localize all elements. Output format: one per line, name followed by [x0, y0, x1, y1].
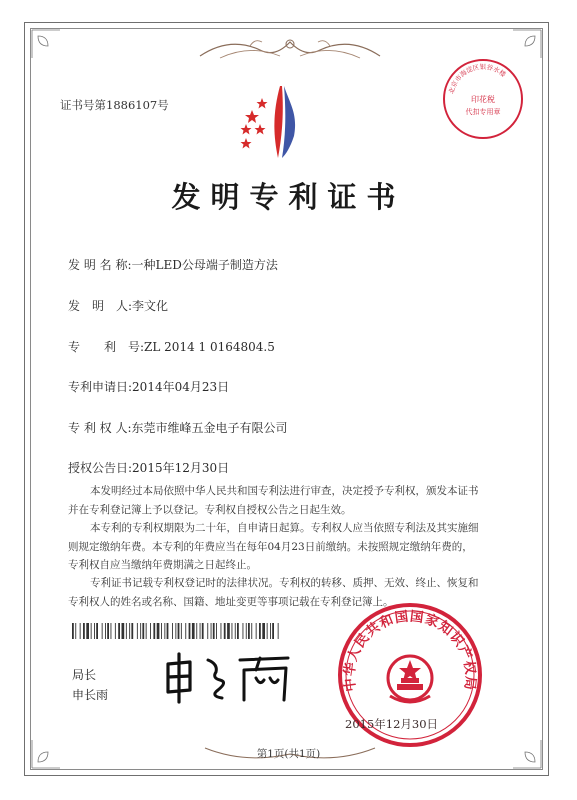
barcode-bar	[157, 623, 160, 639]
barcode-bar	[237, 623, 239, 639]
barcode-bar	[111, 623, 112, 639]
barcode-bar	[262, 623, 265, 639]
patentee-label: 专 利 权 人:	[68, 421, 132, 435]
field-grant-date	[68, 459, 229, 476]
barcode-bar	[256, 623, 257, 639]
barcode-bar	[248, 623, 250, 639]
barcode-bar	[185, 623, 186, 639]
barcode-bar	[278, 623, 279, 639]
barcode-bar	[131, 623, 133, 639]
barcode	[72, 623, 282, 639]
barcode-bar	[107, 623, 109, 639]
barcode-bar	[115, 623, 116, 639]
barcode-bar	[224, 623, 226, 639]
barcode-bar	[86, 623, 89, 639]
paragraph-line: 专利证书记载专利权登记时的法律状况。专利权的转移、质押、无效、终止、恢复和	[90, 577, 479, 589]
field-patent-number	[68, 338, 275, 355]
barcode-bar	[72, 623, 74, 639]
barcode-bar	[200, 623, 201, 639]
director-name: 申长雨	[72, 688, 109, 702]
barcode-bar	[142, 623, 144, 639]
field-patentee	[68, 419, 288, 436]
barcode-bar	[102, 623, 103, 639]
corner-ornament-top-left	[30, 28, 80, 78]
barcode-bar	[75, 623, 76, 639]
barcode-bar	[96, 623, 98, 639]
barcode-bar	[172, 623, 173, 639]
barcode-bar	[178, 623, 180, 639]
barcode-bar	[137, 623, 138, 639]
barcode-bar	[161, 623, 162, 639]
filing-date-value: 2014年04月23日	[132, 380, 230, 394]
national-emblem-icon	[388, 656, 432, 702]
barcode-bar	[80, 623, 81, 639]
inventor-value: 李文化	[132, 299, 169, 313]
filing-date-label: 专利申请日:	[68, 380, 133, 394]
barcode-bar	[267, 623, 268, 639]
barcode-bar	[272, 623, 274, 639]
barcode-bar	[126, 623, 127, 639]
tax-stamp-line2: 印花税	[471, 95, 495, 104]
barcode-bar	[129, 623, 130, 639]
barcode-bar	[189, 623, 191, 639]
field-filing-date	[68, 378, 229, 395]
tax-stamp-line1: 北京市海淀区银谷水楼	[447, 62, 508, 95]
grant-date-label: 授权公告日:	[68, 461, 133, 475]
barcode-bar	[181, 623, 182, 639]
paragraph-line: 本专利的专利权期限为二十年，自申请日起算。专利权人应当依照专利法及其实施细	[90, 522, 479, 534]
paragraph-line: 本发明经过本局依照中华人民共和国专利法进行审查，决定授予专利权，颁发本证书	[90, 485, 479, 497]
barcode-bar	[150, 623, 151, 639]
barcode-bar	[213, 623, 215, 639]
barcode-bar	[207, 623, 208, 639]
field-inventor	[68, 297, 168, 314]
inventor-label: 发 明 人:	[68, 299, 133, 313]
paragraph-line: 专利权自应当缴纳年费期满之日起终止。	[68, 559, 257, 571]
certificate-number: 证书号第1886107号	[60, 98, 169, 112]
barcode-bar	[216, 623, 217, 639]
seal-text: 中华人民共和国国家知识产权局	[341, 608, 479, 693]
director-signature	[160, 650, 300, 706]
field-invention-name	[68, 256, 278, 273]
top-ornament	[190, 32, 390, 64]
patent-number-value: ZL 2014 1 0164804.5	[144, 340, 275, 354]
paragraph-grant-decision	[68, 482, 508, 519]
director-title: 局长	[72, 668, 97, 682]
barcode-bar	[118, 623, 120, 639]
barcode-bar	[243, 623, 244, 639]
tax-stamp	[440, 56, 526, 142]
barcode-bar	[221, 623, 222, 639]
page-footer: 第1页(共1页)	[256, 748, 321, 760]
grant-date-value: 2015年12月30日	[132, 461, 230, 475]
barcode-bar	[146, 623, 147, 639]
barcode-bar	[202, 623, 204, 639]
barcode-bar	[192, 623, 195, 639]
barcode-bar	[122, 623, 125, 639]
invention-name-label: 发 明 名 称:	[68, 258, 132, 272]
corner-ornament-bottom-left	[30, 720, 80, 770]
paragraph-line: 专利权人的姓名或名称、国籍、地址变更等事项记载在专利登记簿上。	[68, 595, 394, 608]
patent-number-label: 专 利 号:	[68, 340, 145, 354]
barcode-bar	[140, 623, 141, 639]
barcode-bar	[94, 623, 95, 639]
invention-name-value: 一种LED公母端子制造方法	[131, 258, 278, 272]
barcode-bar	[232, 623, 233, 639]
paragraph-line: 并在专利登记簿上予以登记。专利权自授权公告之日起生效。	[68, 503, 352, 516]
corner-ornament-bottom-right	[493, 720, 543, 770]
barcode-bar	[83, 623, 85, 639]
patent-office-emblem-icon	[238, 84, 328, 162]
tax-stamp-line3: 代扣专用章	[465, 108, 501, 116]
barcode-bar	[164, 623, 165, 639]
barcode-bar	[105, 623, 106, 639]
barcode-bar	[251, 623, 252, 639]
svg-text:北京市海淀区银谷水楼	[446, 62, 508, 95]
paragraph-term	[68, 519, 508, 575]
patentee-value: 东莞市维峰五金电子有限公司	[131, 421, 288, 435]
barcode-bar	[175, 623, 176, 639]
barcode-bar	[196, 623, 197, 639]
seal-date: 2015年12月30日	[345, 717, 439, 731]
barcode-bar	[227, 623, 230, 639]
barcode-bar	[153, 623, 155, 639]
barcode-bar	[211, 623, 212, 639]
paragraph-line: 则规定缴纳年费。本专利的年费应当在每年04月23日前缴纳。未按照规定缴纳年费的，	[68, 540, 473, 553]
certificate-title: 发明专利证书	[171, 180, 406, 214]
barcode-bar	[259, 623, 261, 639]
barcode-bar	[235, 623, 236, 639]
barcode-bar	[167, 623, 169, 639]
barcode-bar	[270, 623, 271, 639]
barcode-bar	[91, 623, 92, 639]
barcode-bar	[246, 623, 247, 639]
